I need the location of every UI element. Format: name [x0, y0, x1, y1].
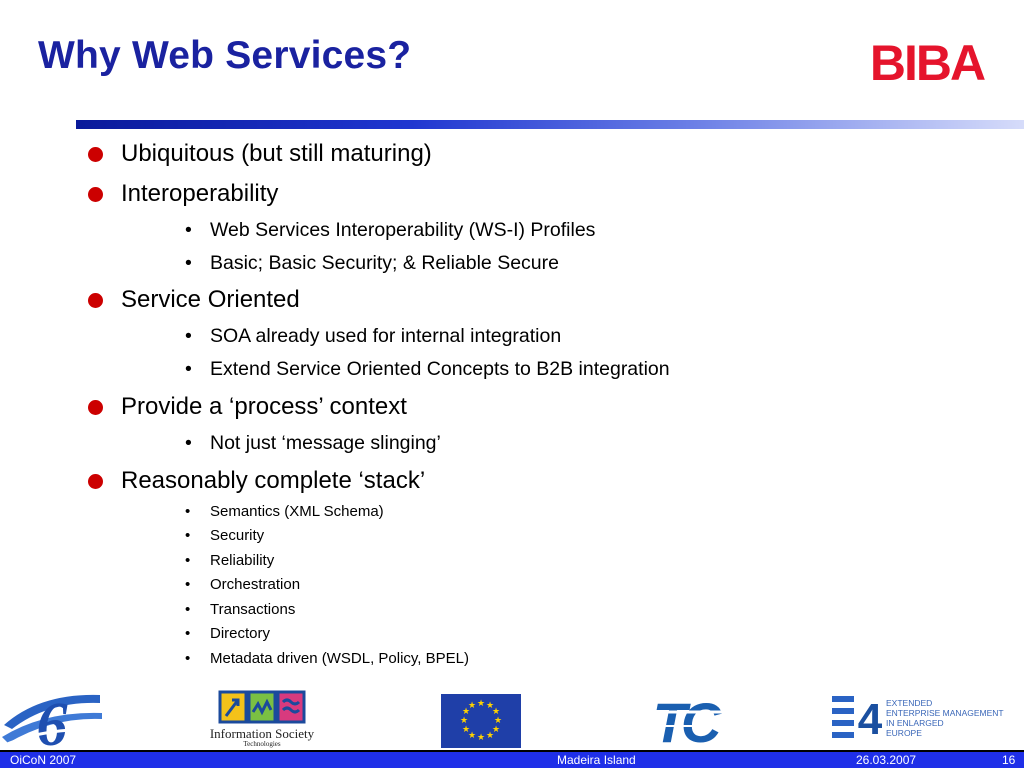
sub-bullet-item — [185, 219, 596, 242]
sub-bullet-item — [185, 650, 469, 667]
red-dot-bullet-icon — [88, 474, 103, 489]
sub-bullet-text: SOA already used for internal integration — [210, 325, 562, 347]
bullet-item — [121, 140, 432, 168]
sub-bullet-text: Web Services Interoperability (WS-I) Profiles — [210, 219, 596, 241]
red-dot-bullet-icon — [88, 293, 103, 308]
sub-bullet-text: Security — [210, 527, 265, 544]
svg-text:★: ★ — [461, 707, 471, 717]
sub-bullet-icon: • — [185, 552, 191, 569]
bullet-item — [121, 286, 300, 314]
bullet-text: Interoperability — [121, 180, 279, 207]
sub-bullet-icon: • — [185, 650, 191, 667]
e4-line: EUROPE — [886, 728, 922, 738]
sub-bullet-text: Orchestration — [210, 576, 301, 593]
footer-location: Madeira Island — [557, 753, 636, 767]
footer-bar — [0, 750, 1024, 768]
bullet-text: Ubiquitous (but still maturing) — [121, 140, 432, 167]
bullet-text: Service Oriented — [121, 286, 300, 313]
bullet-text: Reasonably complete ‘stack’ — [121, 467, 426, 494]
e4-line: EXTENDED — [886, 698, 933, 708]
sub-bullet-icon: • — [185, 325, 192, 347]
fp6-logo-icon — [0, 685, 104, 749]
sub-bullet-text: Basic; Basic Security; & Reliable Secure — [210, 252, 559, 274]
sub-bullet-icon: • — [185, 601, 191, 618]
sub-bullet-item — [185, 552, 275, 569]
sub-bullet-text: Metadata driven (WSDL, Policy, BPEL) — [210, 650, 469, 667]
sub-bullet-item — [185, 325, 562, 348]
svg-text:★: ★ — [467, 731, 477, 741]
biba-logo-text: BIBA — [869, 38, 985, 84]
svg-text:★: ★ — [467, 701, 477, 711]
svg-text:★: ★ — [491, 725, 501, 735]
svg-text:TC: TC — [652, 691, 716, 748]
sub-bullet-text: Transactions — [210, 601, 296, 618]
information-society-subtitle: Technologies — [243, 740, 281, 748]
e4-logo-text — [886, 698, 1004, 738]
information-society-logo — [206, 690, 318, 748]
sub-bullet-item — [185, 252, 559, 275]
sub-bullet-icon: • — [185, 432, 192, 454]
sub-bullet-item — [185, 358, 670, 381]
bullet-item — [121, 467, 425, 495]
bullet-text: Provide a ‘process’ context — [121, 393, 407, 420]
sub-bullet-text: Reliability — [210, 552, 275, 569]
sub-bullet-item — [185, 503, 384, 520]
svg-text:★: ★ — [461, 725, 471, 735]
title-divider — [76, 120, 1024, 129]
footer-conference: OiCoN 2007 — [10, 753, 77, 767]
sub-bullet-icon: • — [185, 219, 192, 241]
sub-bullet-icon: • — [185, 527, 191, 544]
e4-logo-icon — [830, 690, 884, 742]
sub-bullet-text: Not just ‘message slinging’ — [210, 432, 441, 454]
e4-line: IN ENLARGED — [886, 718, 944, 728]
sub-bullet-icon: • — [185, 358, 192, 380]
bullet-item — [121, 180, 278, 208]
page-title: Why Web Services? — [38, 34, 412, 77]
svg-text:★: ★ — [459, 716, 469, 726]
sub-bullet-icon: • — [185, 503, 191, 520]
sub-bullet-item — [185, 601, 296, 618]
sub-bullet-icon: • — [185, 576, 191, 593]
information-society-title: Information Society — [209, 726, 315, 741]
svg-text:★: ★ — [491, 707, 501, 717]
sub-bullet-item — [185, 432, 441, 455]
red-dot-bullet-icon — [88, 400, 103, 415]
sub-bullet-item — [185, 576, 301, 593]
svg-text:★: ★ — [485, 701, 495, 711]
eu-flag-icon — [441, 694, 521, 748]
information-society-icon — [206, 690, 318, 726]
svg-text:★: ★ — [476, 699, 486, 709]
sub-bullet-icon: • — [185, 252, 192, 274]
bullet-item — [121, 393, 407, 421]
e4-line: ENTERPRISE MANAGEMENT — [886, 708, 1004, 718]
sub-bullet-item — [185, 625, 271, 642]
svg-text:★: ★ — [476, 733, 486, 743]
sub-bullet-text: Directory — [210, 625, 271, 642]
sub-bullet-text: Extend Service Oriented Concepts to B2B integration — [210, 358, 670, 380]
svg-text:★: ★ — [493, 716, 503, 726]
tc-logo-icon — [636, 690, 732, 748]
svg-text:4: 4 — [857, 695, 883, 742]
red-dot-bullet-icon — [88, 147, 103, 162]
red-dot-bullet-icon — [88, 187, 103, 202]
svg-text:6: 6 — [36, 691, 68, 749]
sub-bullet-text: Semantics (XML Schema) — [210, 503, 384, 520]
sub-bullet-item — [185, 527, 265, 544]
svg-text:★: ★ — [485, 731, 495, 741]
footer-date: 26.03.2007 — [856, 753, 917, 767]
sub-bullet-icon: • — [185, 625, 191, 642]
footer-page-number: 16 — [1002, 753, 1016, 767]
biba-logo — [866, 38, 988, 84]
